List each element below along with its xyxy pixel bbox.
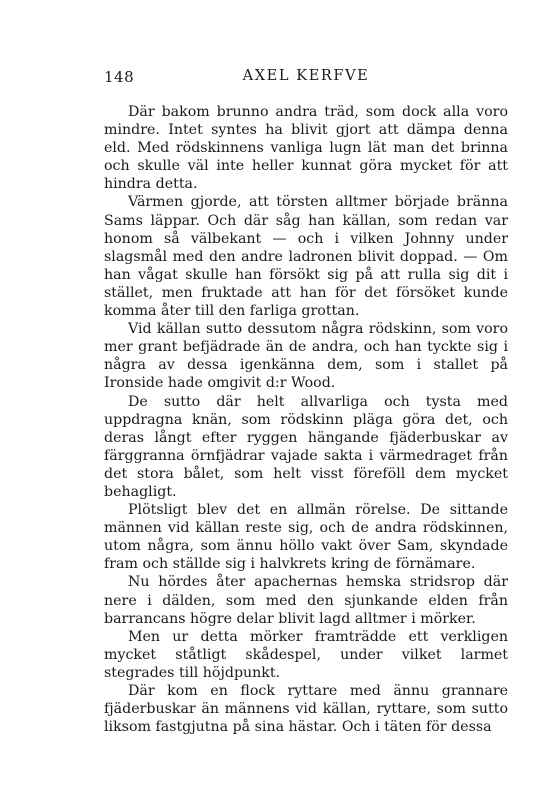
page-number: 148 (104, 68, 135, 86)
page-header (104, 68, 508, 88)
paragraph: Där kom en flock ryttare med ännu grannare fjäderbuskar än männens vid källan, ryttare, som sutto liksom fastgjutna på sina hästar. Och i täten för dessa (104, 683, 508, 736)
paragraph: Nu hördes åter apachernas hemska stridsrop där nere i dälden, som med den sjunkande elden från barrancans högre delar blivit lagd alltmer i mörker. (104, 574, 508, 627)
paragraph: Vid källan sutto dessutom några rödskinn, som voro mer grant befjädrade än de andra, och han tyckte sig i några av dessa igenkänna dem, som i stallet på Ironside hade omgivit d:r Wood. (104, 321, 508, 392)
paragraph: Men ur detta mörker framträdde ett verkligen mycket ståtligt skådespel, under vilket larmet stegrades till höjdpunkt. (104, 628, 508, 681)
paragraph: De sutto där helt allvarliga och tysta med uppdragna knän, som rödskinn pläga göra det, och deras långt efter ryggen hängande fjäderbuskar av färggranna örnfjädrar vajade sakta i värmedraget från det stora bålet, som helt visst föreföll dem mycket behagligt. (104, 393, 508, 500)
paragraph: Värmen gjorde, att törsten alltmer började bränna Sams läppar. Och där såg han källan, som redan var honom så välbekant — och i vilken Johnny under slagsmål med den andre ladronen blivit doppad. — Om han vågat skulle han försökt sig på att rulla sig dit i stället, men fruktade att han för det försöket kunde komma åter till den farliga grottan. (104, 194, 508, 320)
paragraph: Där bakom brunno andra träd, som dock alla voro mindre. Intet syntes ha blivit gjort att dämpa denna eld. Med rödskinnens vanliga lugn lät man det brinna och skulle väl inte heller kunnat göra mycket för att hindra detta. (104, 104, 508, 193)
body-text (104, 103, 508, 736)
paragraph: Plötsligt blev det en allmän rörelse. De sittande männen vid källan reste sig, och de andra rödskinnen, utom några, som ännu höllo vakt över Sam, skyndade fram och ställde sig i halvkrets kring de förnämare. (104, 502, 508, 573)
running-title: AXEL KERFVE (242, 68, 370, 84)
